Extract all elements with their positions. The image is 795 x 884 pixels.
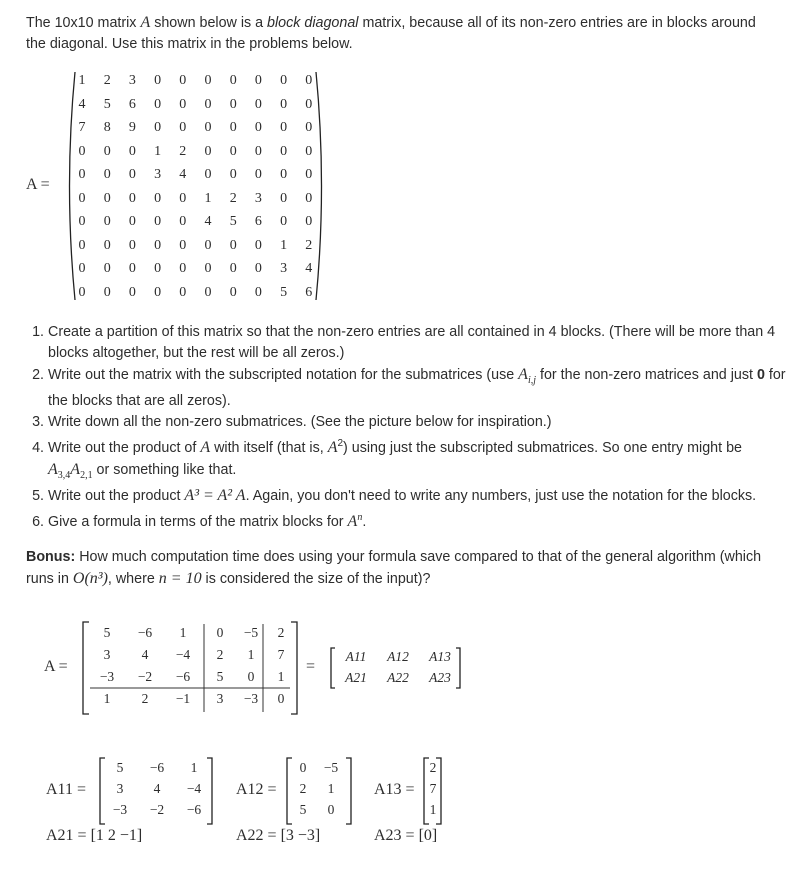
- big-matrix-cell-7-2: 0: [128, 237, 136, 253]
- big-matrix-cell-9-9: 6: [305, 284, 313, 300]
- a12-cell-1-1: 1: [327, 781, 335, 796]
- big-matrix-cell-6-8: 0: [280, 214, 288, 229]
- example-matrix-cell-2-5: 1: [277, 669, 285, 684]
- big-matrix-cell-4-4: 4: [179, 167, 187, 182]
- a12-cell-0-1: −5: [323, 760, 339, 775]
- big-matrix-cell-8-8: 3: [280, 261, 288, 276]
- a11-cell-2-2: −6: [186, 802, 202, 817]
- big-matrix-cell-2-8: 0: [280, 120, 288, 135]
- big-matrix-label: A =: [26, 176, 50, 193]
- block-matrix-cell-1-1: A22: [387, 670, 409, 685]
- big-matrix-cell-9-6: 0: [229, 284, 237, 300]
- a11-label: A11 =: [46, 781, 86, 798]
- big-matrix-cell-3-3: 1: [154, 143, 162, 159]
- bonus-paragraph: Bonus: How much computation time does using your formula save compared to that of the general algorithm (which runs in O(n³), where n = 10 is considered the size of the input)?: [26, 549, 762, 587]
- big-matrix-cell-4-1: 0: [103, 167, 111, 182]
- big-matrix-cell-3-8: 0: [280, 143, 288, 159]
- big-matrix-cell-6-7: 6: [254, 214, 262, 229]
- a23-row: A23 = [0]: [374, 827, 438, 844]
- big-matrix-cell-8-0: 0: [78, 261, 86, 276]
- problem-6: 6. Give a formula in terms of the matrix blocks for $A^n$.: [48, 507, 788, 533]
- a12-cell-0-0: 0: [299, 760, 307, 775]
- a12-cell-2-1: 0: [327, 802, 335, 817]
- big-matrix-cell-0-8: 0: [280, 73, 288, 88]
- big-matrix-cell-5-4: 0: [179, 190, 187, 206]
- big-matrix-cell-8-9: 4: [305, 261, 313, 276]
- example-matrix-cell-1-3: 2: [216, 647, 224, 662]
- example-matrix-cell-2-1: −2: [137, 669, 153, 684]
- intro-emphasis: block diagonal: [267, 15, 359, 31]
- big-matrix-cell-6-2: 0: [128, 214, 136, 229]
- big-matrix-cell-9-7: 0: [254, 284, 262, 300]
- big-matrix-cell-7-1: 0: [103, 237, 111, 253]
- a13-label: A13 =: [374, 781, 415, 798]
- big-matrix-cell-4-6: 0: [229, 167, 237, 182]
- big-matrix-cell-9-0: 0: [78, 284, 86, 300]
- intro-text-1: The 10x10 matrix: [26, 15, 141, 31]
- big-matrix-cell-4-5: 0: [204, 167, 212, 182]
- a11-cell-1-1: 4: [153, 781, 161, 796]
- big-matrix-cell-9-4: 0: [179, 284, 187, 300]
- big-matrix-cell-9-2: 0: [128, 284, 136, 300]
- example-matrix-cell-1-2: −4: [175, 647, 191, 662]
- big-matrix-cell-0-7: 0: [254, 73, 262, 88]
- example-matrix-cell-0-3: 0: [216, 625, 224, 640]
- example-matrix-cell-0-5: 2: [277, 625, 285, 640]
- big-matrix-cell-4-7: 0: [254, 167, 262, 182]
- big-matrix-cell-7-8: 1: [280, 237, 288, 253]
- block-matrix-cell-0-0: A11: [345, 649, 367, 664]
- big-matrix-cell-6-6: 5: [229, 214, 237, 229]
- big-matrix-cell-2-9: 0: [305, 120, 313, 135]
- big-matrix-cell-8-3: 0: [154, 261, 162, 276]
- big-matrix-cell-1-2: 6: [128, 96, 136, 112]
- big-matrix-cell-4-0: 0: [78, 167, 86, 182]
- big-matrix-cell-1-6: 0: [229, 96, 237, 112]
- big-matrix-cell-6-5: 4: [204, 214, 212, 229]
- a12-label: A12 =: [236, 781, 277, 798]
- big-matrix-cell-1-9: 0: [305, 96, 313, 112]
- big-matrix-cell-6-4: 0: [179, 214, 187, 229]
- block-matrix-cell-1-2: A23: [429, 670, 451, 685]
- a21-row: A21 = [1 2 −1]: [46, 827, 143, 844]
- big-matrix-cell-2-0: 7: [78, 120, 86, 135]
- example-matrix-cell-1-5: 7: [277, 647, 285, 662]
- a22-row: A22 = [3 −3]: [236, 827, 321, 844]
- big-matrix-cell-9-8: 5: [280, 284, 288, 300]
- example-matrix-cell-3-0: 1: [103, 691, 111, 706]
- big-matrix-cell-3-5: 0: [204, 143, 212, 159]
- big-matrix-cell-2-2: 9: [128, 120, 136, 135]
- problem-4: 4. Write out the product of A with itself (that is, $A^2$) using just the subscripted submatrices. So one entry might be $A_{3,4}A_{2,1}$ or something like that.: [48, 433, 788, 486]
- a11-cell-2-0: −3: [112, 802, 128, 817]
- big-matrix-cell-0-3: 0: [154, 73, 162, 88]
- big-matrix-cell-8-1: 0: [103, 261, 111, 276]
- big-matrix-cell-3-0: 0: [78, 143, 86, 159]
- big-matrix-cell-5-3: 0: [154, 190, 162, 206]
- big-matrix-cell-8-6: 0: [229, 261, 237, 276]
- big-matrix-cell-0-6: 0: [229, 73, 237, 88]
- big-matrix-cell-4-9: 0: [305, 167, 313, 182]
- big-matrix-cell-5-7: 3: [254, 190, 262, 206]
- big-matrix-cell-8-7: 0: [254, 261, 262, 276]
- big-matrix-cell-4-3: 3: [154, 167, 162, 182]
- big-matrix-cell-3-6: 0: [229, 143, 237, 159]
- big-matrix-cell-6-3: 0: [154, 214, 162, 229]
- big-matrix-cell-7-3: 0: [154, 237, 162, 253]
- big-matrix-cell-4-2: 0: [128, 167, 136, 182]
- big-matrix-cell-8-2: 0: [128, 261, 136, 276]
- big-matrix-cell-6-9: 0: [305, 214, 313, 229]
- example-matrix-cell-1-4: 1: [247, 647, 255, 662]
- big-matrix-cell-3-4: 2: [179, 143, 187, 159]
- big-matrix-cell-2-4: 0: [179, 120, 187, 135]
- big-matrix-cell-5-8: 0: [280, 190, 288, 206]
- example-matrix-cell-1-1: 4: [141, 647, 149, 662]
- big-matrix-cell-2-7: 0: [254, 120, 262, 135]
- big-matrix-cell-2-5: 0: [204, 120, 212, 135]
- example-matrix-cell-0-0: 5: [103, 625, 111, 640]
- example-matrix-cell-0-4: −5: [243, 625, 259, 640]
- big-matrix-cell-5-9: 0: [305, 190, 313, 206]
- example-matrix-cell-2-4: 0: [247, 669, 255, 684]
- big-matrix-cell-7-7: 0: [254, 237, 262, 253]
- big-matrix-cell-0-2: 3: [128, 73, 136, 88]
- big-matrix-cell-9-5: 0: [204, 284, 212, 300]
- block-matrix-cell-0-1: A12: [387, 649, 409, 664]
- intro-paragraph: [26, 12, 771, 55]
- big-matrix-cell-1-1: 5: [103, 96, 111, 112]
- big-matrix-cell-1-4: 0: [179, 96, 187, 112]
- intro-text-3: matrix, because all of its non-zero entries are in blocks around the diagonal. Use this matrix in the problems below.: [26, 15, 756, 52]
- big-matrix-cell-1-8: 0: [280, 96, 288, 112]
- example-matrix-cell-0-1: −6: [137, 625, 153, 640]
- big-matrix-cell-0-4: 0: [179, 73, 187, 88]
- big-matrix-cell-5-5: 1: [204, 190, 212, 206]
- problem-list: [26, 322, 788, 533]
- intro-text-2: shown below is a: [150, 15, 268, 31]
- big-matrix-cell-1-7: 0: [254, 96, 262, 112]
- a11-cell-0-1: −6: [149, 760, 165, 775]
- big-matrix-cell-8-4: 0: [179, 261, 187, 276]
- example-matrix-cell-3-1: 2: [141, 691, 149, 706]
- big-matrix-cell-3-9: 0: [305, 143, 313, 159]
- a13-cell-2-0: 1: [429, 802, 437, 817]
- big-matrix-cell-1-3: 0: [154, 96, 162, 112]
- example-matrix-cell-0-2: 1: [179, 625, 187, 640]
- block-matrix-cell-0-2: A13: [429, 649, 451, 664]
- bonus-label: Bonus:: [26, 549, 76, 565]
- big-matrix-cell-1-5: 0: [204, 96, 212, 112]
- big-matrix-cell-7-5: 0: [204, 237, 212, 253]
- big-matrix-cell-9-1: 0: [103, 284, 111, 300]
- a11-cell-2-1: −2: [149, 802, 165, 817]
- big-matrix-cell-4-8: 0: [280, 167, 288, 182]
- intro-var-a: A: [140, 14, 151, 31]
- big-matrix-cell-2-1: 8: [103, 120, 111, 135]
- example-matrix-cell-2-0: −3: [99, 669, 115, 684]
- big-matrix-cell-6-1: 0: [103, 214, 111, 229]
- big-matrix-cell-1-0: 4: [78, 96, 86, 112]
- big-matrix-cell-0-9: 0: [305, 73, 313, 88]
- example-matrix-cell-2-2: −6: [175, 669, 191, 684]
- example-matrix-label: A =: [44, 658, 68, 675]
- big-matrix-cell-3-2: 0: [128, 143, 136, 159]
- example-matrix-cell-3-4: −3: [243, 691, 259, 706]
- big-matrix-cell-9-3: 0: [154, 284, 162, 300]
- example-matrix-cell-1-0: 3: [103, 647, 111, 662]
- a13-cell-0-0: 2: [429, 760, 437, 775]
- big-matrix-cell-8-5: 0: [204, 261, 212, 276]
- example-matrix-cell-3-3: 3: [216, 691, 224, 706]
- block-matrix-cell-1-0: A21: [345, 670, 367, 685]
- example-equals: =: [306, 658, 316, 675]
- big-matrix-cell-5-1: 0: [103, 190, 111, 206]
- example-matrix-cell-2-3: 5: [216, 669, 224, 684]
- big-matrix-cell-5-6: 2: [229, 190, 237, 206]
- example-matrix-cell-3-5: 0: [277, 691, 285, 706]
- big-matrix-cell-7-9: 2: [305, 237, 313, 253]
- a11-cell-0-2: 1: [190, 760, 198, 775]
- big-matrix-cell-7-0: 0: [78, 237, 86, 253]
- big-matrix-cell-0-5: 0: [204, 73, 212, 88]
- a13-cell-1-0: 7: [429, 781, 437, 796]
- a11-cell-1-2: −4: [186, 781, 202, 796]
- big-matrix-cell-7-4: 0: [179, 237, 187, 253]
- big-matrix-cell-0-0: 1: [78, 73, 86, 88]
- big-matrix-cell-0-1: 2: [103, 73, 111, 88]
- problem-5: 5. Write out the product A³ = A² A. Again, you don't need to write any numbers, just use the notation for the blocks.: [48, 485, 788, 507]
- big-matrix-cell-6-0: 0: [78, 214, 86, 229]
- big-matrix-cell-2-3: 0: [154, 120, 162, 135]
- a11-cell-1-0: 3: [116, 781, 124, 796]
- big-matrix-cell-7-6: 0: [229, 237, 237, 253]
- big-matrix-cell-2-6: 0: [229, 120, 237, 135]
- big-matrix-cell-3-7: 0: [254, 143, 262, 159]
- problem-1: 1. Create a partition of this matrix so that the non-zero entries are all contained in 4 blocks. (There will be more than 4 blocks altogether, but the rest will be all zeros.): [48, 322, 788, 364]
- problem-2: 2. Write out the matrix with the subscripted notation for the submatrices (use $A_{i,j}$ for the non-zero matrices and just 0 for the blocks that are all zeros).: [48, 364, 788, 412]
- a12-cell-2-0: 5: [299, 802, 307, 817]
- big-matrix-cell-5-0: 0: [78, 190, 86, 206]
- a11-cell-0-0: 5: [116, 760, 124, 775]
- big-matrix-cell-5-2: 0: [128, 190, 136, 206]
- problem-3: 3. Write down all the non-zero submatrices. (See the picture below for inspiration.): [48, 412, 788, 433]
- a12-cell-1-0: 2: [299, 781, 307, 796]
- big-matrix-cell-3-1: 0: [103, 143, 111, 159]
- example-matrix-cell-3-2: −1: [175, 691, 191, 706]
